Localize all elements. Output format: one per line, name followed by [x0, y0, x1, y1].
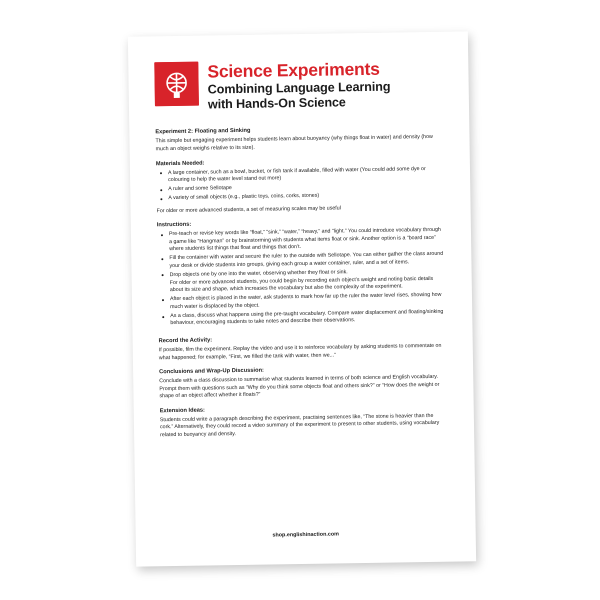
red-square-logo-icon [154, 62, 199, 107]
instructions-heading: Instructions: [156, 221, 192, 229]
list-item: A large container, such as a bowl, bucket, or fish tank if available, filled with water (You could add some dye or colouring to help the water level stand out more) [166, 165, 444, 184]
instruction-text: After each object is placed in the water, ask students to mark how far up the ruler the water level rises, showing how much water is displaced by the object. [169, 292, 442, 310]
materials-list [156, 165, 444, 203]
instruction-text: Pre-teach or revise key words like “float,” “sink,” “water,” “heavy,” and “light.” You could introduce vocabulary through a game like “Hangman” or by brainstorming with students what items float or sink. Another option is a “board race” where students list things that float and things that don’t. [168, 227, 441, 253]
materials-note: For older or more advanced students, a set of measuring scales may be useful [156, 205, 341, 214]
page-subtitle-line2: with Hands-On Science [207, 95, 346, 112]
document-sheet [128, 31, 476, 566]
footer-url: shop.englishinaction.com [272, 531, 339, 539]
instruction-note: For older or more advanced students, you could begin by recording each object’s weight and noting basic details about its size and shape, which increases the vocabulary but also the complexity of the experiment. [169, 275, 434, 294]
document-header [154, 58, 443, 113]
instruction-text: Drop objects one by one into the water, observing whether they float or sink. [169, 269, 348, 278]
page-title: Science Experiments [207, 58, 380, 82]
title-block [207, 59, 390, 112]
list-item: A ruler and some Sellotape [166, 182, 444, 194]
instructions-list [157, 227, 446, 328]
materials-heading: Materials Needed: [155, 160, 205, 167]
list-item [168, 268, 446, 295]
experiment-intro: This simple but engaging experiment helps students learn about buoyancy (why things float in water) and density (how much an object weighs relative to its size). [155, 134, 433, 153]
conclusions-heading: Conclusions and Wrap-Up Discussion: [159, 367, 264, 376]
conclusions-text: Conclude with a class discussion to summarise what students learned in terms of both science and English vocabulary. Prompt them with questions such as “Why do you think some objects float and others sink?” or “How does the weight or shape of an object affect whether it floats?” [159, 374, 440, 400]
record-heading: Record the Activity: [158, 337, 213, 345]
document-body [155, 124, 448, 439]
page-subtitle-line1: Combining Language Learning [207, 79, 391, 97]
experiment-heading: Experiment 2: Floating and Sinking [155, 128, 251, 136]
list-item [168, 309, 446, 328]
instruction-text: As a class, discuss what happens using the pre-taught vocabulary. Compare water displacement and floating/sinking behaviour, encouraging students to take notes and describe their observations. [170, 308, 444, 327]
list-item [167, 227, 445, 254]
list-item: A variety of small objects (e.g., plastic toys, coins, corks, stones) [166, 191, 444, 203]
instruction-text: Fill the container with water and secure the ruler to the outside with Sellotape. You can either gather the class around your desk or divide students into groups, giving each group a water container, ruler, and a set of items. [169, 251, 444, 269]
record-text: If possible, film the experiment. Replay the video and use it to reinforce vocabulary by asking students to commentate on what happened; for example, “First, we filled the tank with water, then we...” [158, 342, 442, 361]
extension-heading: Extension Ideas: [159, 407, 205, 414]
extension-text: Students could write a paragraph describing the experiment, practising sentences like, “The stone is heavier than the cork.” Alternatively, they could record a video summary of the experiment to present to other students, using vocabulary related to buoyancy and density. [159, 412, 440, 439]
